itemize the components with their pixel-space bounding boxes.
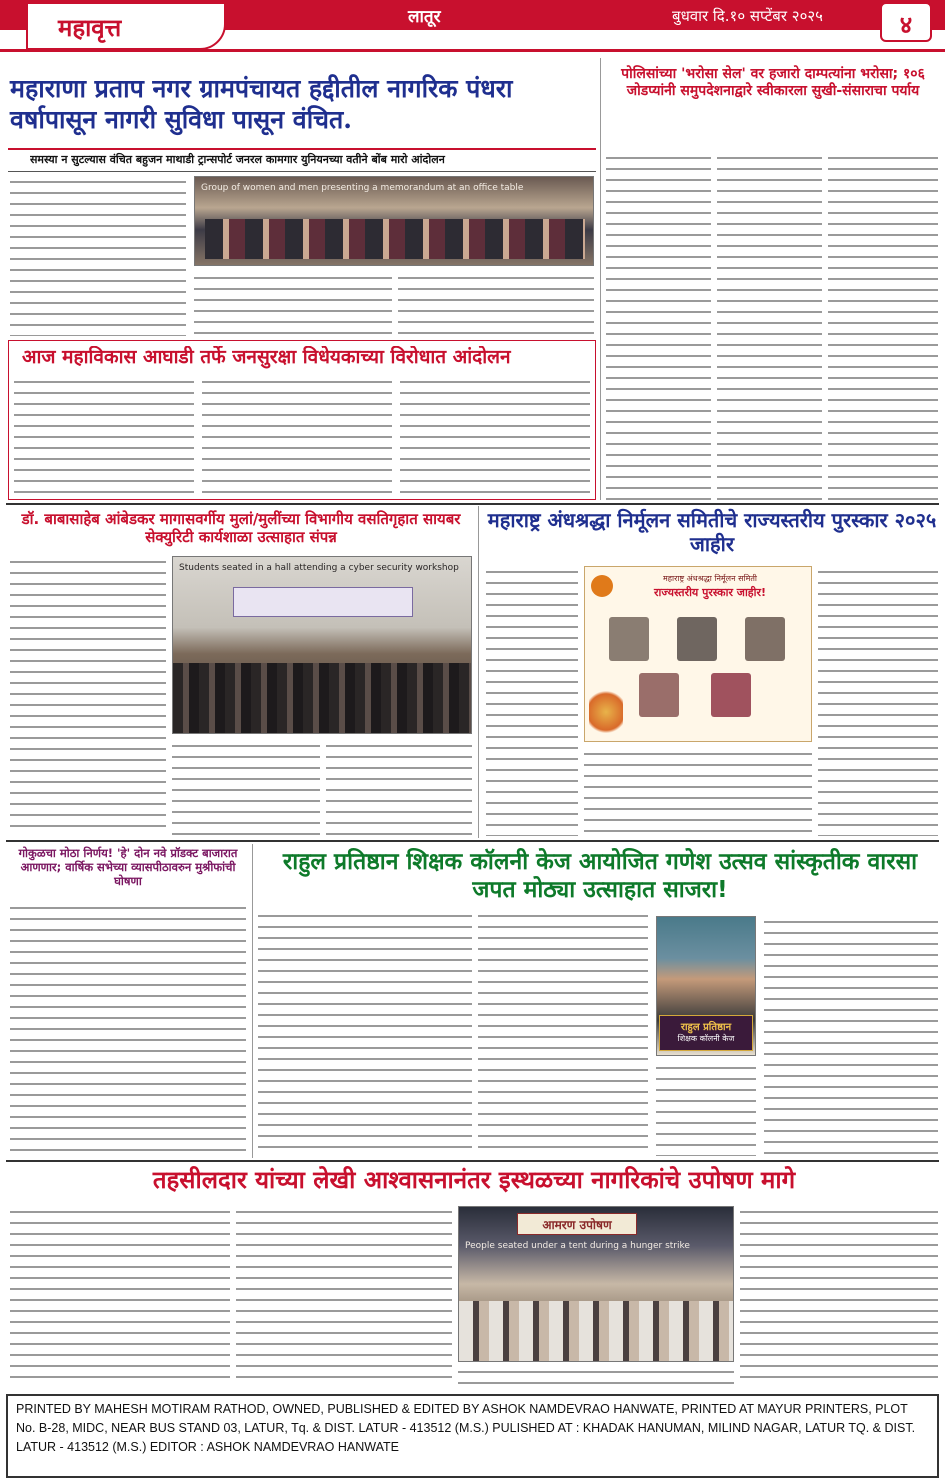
story6-body	[10, 902, 246, 1156]
story5-poster-title: राज्यस्तरीय पुरस्कार जाहीर!	[654, 586, 766, 599]
story2-headline: पोलिसांच्या 'भरोसा सेल' वर हजारो दाम्पत्यांना भरोसा; १०६ जोडप्यांनी समुपदेशनाद्वारे स्वीकारला सुखी-संसाराचा पर्याय	[621, 66, 925, 100]
story4-photo-audience	[173, 663, 471, 733]
story3-body-col3	[400, 376, 590, 494]
story8-body-col3	[740, 1206, 938, 1386]
story5-portrait-1	[609, 617, 649, 661]
story4-photo-banner	[233, 587, 413, 617]
section-divider-3	[6, 1160, 939, 1162]
story7-body-col3	[656, 1062, 756, 1156]
story5-body-col1	[486, 566, 578, 836]
imprint-text: PRINTED BY MAHESH MOTIRAM RATHOD, OWNED, PUBLISHED & EDITED BY ASHOK NAMDEVRAO HANWATE, PRINTED AT MAYUR PRINTERS, PLOT No. B-28, MIDC, NEAR BUS STAND 03, LATUR, Tq. & DIST. LATUR - 413512 (M.S.) PULISHED AT : KHADAK HANUMAN, MILIND NAGAR, LATUR TQ. & DIST. LATUR - 413512 (M.S.) EDITOR : ASHOK NAMDEVRAO HANWATE	[16, 1402, 916, 1454]
story4-photo	[172, 556, 472, 734]
story2-body-col2	[717, 152, 822, 500]
newspaper-title: महावृत्त	[26, 2, 226, 50]
story1-photo-caption: Group of women and men presenting a memorandum at an office table	[201, 183, 524, 193]
story5-portrait-4	[639, 673, 679, 717]
story5-body-col2	[584, 748, 812, 836]
story5-flowers	[589, 687, 623, 737]
story5-portrait-5	[711, 673, 751, 717]
story1-photo-people	[205, 219, 585, 259]
story5-logo-icon	[591, 575, 613, 597]
story7-badge-line2: शिक्षक कॉलनी केज	[677, 1034, 735, 1043]
section-divider-2	[6, 840, 939, 842]
story1-body-col2	[194, 272, 392, 336]
story5-portrait-3	[745, 617, 785, 661]
story1-subhead: समस्या न सुटल्यास वंचित बहुजन माथाडी ट्रान्सपोर्ट जनरल कामगार युनियनच्या वतीने बोंब मारो आंदोलन	[30, 153, 445, 166]
story2-body-col1	[606, 152, 711, 500]
story8-photo	[458, 1206, 734, 1362]
story5-poster-subtitle: महाराष्ट्र अंधश्रद्धा निर्मूलन समिती	[663, 574, 757, 583]
story8-body-col2	[236, 1206, 452, 1386]
story8-headline: तहसीलदार यांच्या लेखी आश्वासनानंतर इस्थळच्या नागरिकांचे उपोषण मागे	[152, 1166, 796, 1194]
story1-body-col3	[398, 272, 594, 336]
story8-body-caption	[458, 1366, 734, 1388]
story8-body-col1	[10, 1206, 230, 1386]
story6-headline: गोकुळचा मोठा निर्णय! 'हे' दोन नवे प्रॉडक्ट बाजारात आणणार; वार्षिक सभेच्या व्यासपीठावरुन मुश्रीफांची घोषणा	[18, 846, 238, 889]
column-divider-mid	[478, 506, 479, 838]
story7-body-col4	[764, 916, 938, 1156]
column-divider-top	[600, 58, 601, 500]
edition-date: बुधवार दि.१० सप्टेंबर २०२५	[672, 7, 823, 25]
story7-portrait	[656, 916, 756, 1056]
section-divider-1	[6, 503, 939, 505]
story5-headline: महाराष्ट्र अंधश्रद्धा निर्मूलन समितीचे राज्यस्तरीय पुरस्कार २०२५ जाहीर	[487, 508, 937, 557]
story3-body-col2	[202, 376, 392, 494]
story8-banner: आमरण उपोषण	[517, 1213, 637, 1235]
story7-badge-line1: राहुल प्रतिष्ठान	[680, 1022, 732, 1033]
story4-photo-caption: Students seated in a hall attending a cyber security workshop	[179, 563, 459, 573]
story5-poster	[584, 566, 812, 742]
story4-body-col2	[172, 740, 320, 836]
story4-body-col3	[326, 740, 472, 836]
story3-headline: आज महाविकास आघाडी तर्फे जनसुरक्षा विधेयकाच्या विरोधात आंदोलन	[22, 346, 511, 368]
story7-badge	[659, 1015, 753, 1051]
story3-body-col1	[14, 376, 194, 494]
page-number: ४	[880, 2, 932, 42]
story1-photo	[194, 176, 594, 266]
story7-headline: राहुल प्रतिष्ठान शिक्षक कॉलनी केज आयोजित गणेश उत्सव सांस्कृतीक वारसा जपत मोठ्या उत्साहात साजरा!	[282, 849, 918, 904]
story5-body-col3	[818, 566, 938, 836]
column-divider-gokul	[252, 844, 253, 1158]
story7-body-col1	[258, 910, 472, 1156]
story4-headline: डॉ. बाबासाहेब आंबेडकर मागासवर्गीय मुलां/मुलींच्या विभागीय वसतिगृहात सायबर सेक्युरिटी कार्यशाळा उत्साहात संपन्न	[21, 510, 461, 547]
story2-body-col3	[828, 152, 938, 500]
story8-seated-people	[459, 1301, 733, 1361]
story4-body-col1	[10, 556, 166, 836]
story5-portrait-2	[677, 617, 717, 661]
story1-headline: महाराणा प्रताप नगर ग्रामपंचायत हद्दीतील नागरिक पंधरा वर्षापासून नागरी सुविधा पासून वंचित.	[10, 74, 513, 134]
edition-city: लातूर	[408, 7, 441, 27]
story1-body-col1	[10, 176, 186, 336]
story8-photo-caption: People seated under a tent during a hunger strike	[465, 1241, 690, 1251]
story7-body-col2	[478, 910, 648, 1156]
